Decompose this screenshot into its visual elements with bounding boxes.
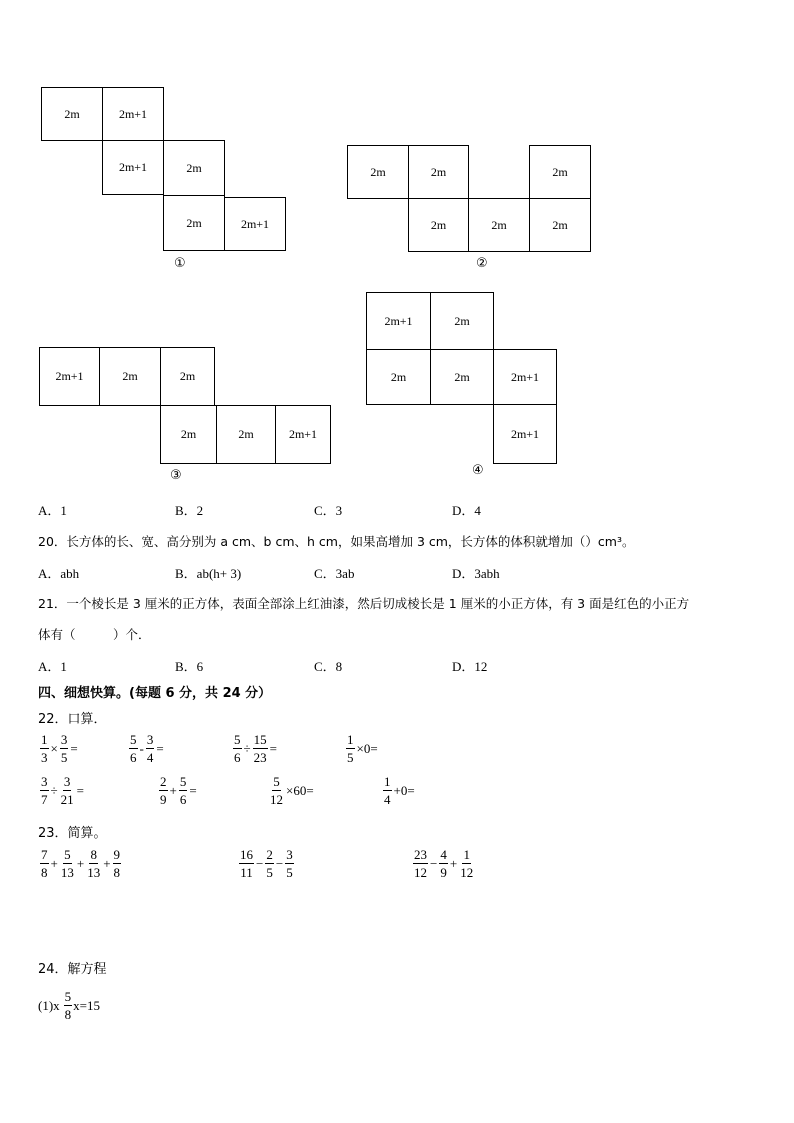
denominator: 5: [60, 750, 68, 765]
fraction: [439, 848, 448, 879]
fraction: [459, 848, 474, 879]
fraction: [129, 733, 138, 764]
denominator: 6: [179, 792, 187, 807]
equals: =: [76, 782, 84, 798]
net4-cell-5: 2m+1: [493, 349, 557, 405]
equals: =: [189, 782, 197, 798]
numerator: 5: [130, 732, 137, 747]
q23-expr-1: [39, 848, 122, 879]
net4-cell-2: 2m: [430, 292, 494, 350]
q19-option-c[interactable]: C．3: [314, 503, 343, 518]
section-4-heading: 四、细想快算。(每题 6 分，共 24 分）: [38, 686, 272, 701]
numerator: 5: [64, 989, 72, 1004]
net2-cell-5: 2m: [468, 198, 530, 252]
numerator: 23: [414, 847, 427, 862]
equation-tail: x=15: [73, 997, 101, 1013]
q22-expr-7: [268, 775, 315, 806]
net3-label: ③: [170, 468, 182, 483]
q22-expr-6: [158, 775, 198, 806]
net3-cell-2: 2m: [99, 347, 161, 406]
operator: ÷: [50, 782, 58, 798]
operator: −: [430, 855, 438, 871]
net3-cell-6: 2m+1: [275, 405, 331, 464]
denominator: 21: [60, 792, 74, 807]
q20-option-c[interactable]: C．3ab: [314, 566, 355, 581]
q24-title: 24．解方程: [38, 962, 107, 977]
fraction: [285, 848, 294, 879]
net3-cell-4: 2m: [160, 405, 217, 464]
q19-option-b[interactable]: B．2: [175, 503, 204, 518]
equals: =: [70, 740, 78, 756]
operator: +: [169, 782, 177, 798]
denominator: 9: [160, 792, 167, 807]
fraction: [265, 848, 274, 879]
net1-cell-5: 2m: [163, 195, 225, 251]
operator: +: [103, 855, 111, 871]
net3-cell-5: 2m: [216, 405, 276, 464]
fraction: [413, 848, 428, 879]
numerator: 9: [113, 847, 121, 862]
net3-cell-3: 2m: [160, 347, 215, 406]
net3-cell-1: 2m+1: [39, 347, 100, 406]
denominator: 12: [414, 865, 427, 880]
numerator: 5: [179, 774, 187, 789]
numerator: 3: [286, 847, 293, 862]
net2-cell-2: 2m: [408, 145, 469, 199]
q23-expr-3: [412, 848, 475, 879]
q20-option-a[interactable]: A．abh: [38, 566, 80, 581]
fraction: [159, 775, 168, 806]
denominator: 3: [41, 750, 48, 765]
equation-prefix: (1)x: [38, 997, 60, 1013]
fraction: [60, 848, 75, 879]
q22-expr-1: [39, 733, 79, 764]
fraction: [86, 848, 101, 879]
fraction: [346, 733, 355, 764]
fraction: [146, 733, 155, 764]
numerator: 5: [234, 732, 241, 747]
denominator: 5: [286, 865, 293, 880]
numerator: 16: [240, 847, 253, 862]
net4-label: ④: [472, 463, 484, 478]
q22-expr-3: [232, 733, 278, 764]
operator: -: [139, 740, 144, 756]
q21-option-b[interactable]: B．6: [175, 659, 204, 674]
fraction: [40, 775, 49, 806]
fraction: [383, 775, 392, 806]
q22-title: 22．口算．: [38, 712, 107, 727]
numerator: 15: [253, 732, 267, 747]
numerator: 5: [64, 847, 71, 862]
net4-cell-1: 2m+1: [366, 292, 431, 350]
q20-option-b[interactable]: B．ab(h+ 3): [175, 566, 242, 581]
operator: +: [76, 855, 85, 871]
denominator: 13: [60, 865, 74, 880]
denominator: 13: [87, 865, 101, 880]
numerator: 1: [384, 774, 391, 789]
q22-expr-2: [128, 733, 165, 764]
numerator: 3: [41, 774, 48, 789]
expression-tail: ×60=: [286, 782, 314, 798]
net4-cell-4: 2m: [430, 349, 494, 405]
q24-equation-1: [38, 990, 100, 1021]
denominator: 5: [266, 865, 273, 880]
fraction: [60, 775, 75, 806]
numerator: 1: [41, 732, 48, 747]
fraction: [64, 990, 73, 1021]
q21-text-line2: 体有（ ）个．: [38, 627, 151, 642]
numerator: 7: [41, 847, 48, 862]
net2-label: ②: [476, 256, 488, 271]
fraction: [40, 848, 49, 879]
numerator: 3: [146, 732, 154, 747]
net4-cell-6: 2m+1: [493, 404, 557, 464]
net1-cell-1: 2m: [41, 87, 103, 141]
fraction: [113, 848, 122, 879]
net1-label: ①: [174, 256, 186, 271]
equals: =: [156, 740, 164, 756]
denominator: 8: [64, 1007, 72, 1022]
denominator: 7: [41, 792, 48, 807]
denominator: 5: [347, 750, 354, 765]
denominator: 4: [146, 750, 154, 765]
q23-expr-2: [238, 848, 295, 879]
operator: +: [50, 855, 58, 871]
net2-cell-6: 2m: [529, 198, 591, 252]
net2-cell-3: 2m: [529, 145, 591, 199]
operator: ×: [50, 740, 58, 756]
fraction: [253, 733, 268, 764]
q20-text: 20．长方体的长、宽、高分别为 a cm、b cm、h cm，如果高增加 3 cm，长方体的体积就增加（）cm³。: [38, 534, 635, 549]
numerator: 3: [60, 732, 68, 747]
q22-expr-4: [345, 733, 379, 764]
net1-cell-4: 2m: [163, 140, 225, 196]
net1-cell-6: 2m+1: [224, 197, 286, 251]
numerator: 1: [463, 847, 470, 862]
net2-cell-4: 2m: [408, 198, 469, 252]
fraction: [179, 775, 188, 806]
numerator: 8: [90, 847, 97, 862]
expression-tail: +0=: [393, 782, 415, 798]
net1-cell-2: 2m+1: [102, 87, 164, 141]
fraction: [269, 775, 284, 806]
q22-expr-8: [382, 775, 416, 806]
denominator: 9: [440, 865, 447, 880]
denominator: 6: [130, 750, 137, 765]
operator: −: [256, 855, 264, 871]
q20-option-d[interactable]: D．3abh: [452, 566, 500, 581]
q21-option-d[interactable]: D．12: [452, 659, 488, 674]
net4-cell-3: 2m: [366, 349, 431, 405]
fraction: [233, 733, 242, 764]
q22-expr-5: [39, 775, 85, 806]
denominator: 12: [270, 792, 283, 807]
net1-cell-3: 2m+1: [102, 140, 164, 195]
equals: =: [269, 740, 277, 756]
q21-option-c[interactable]: C．8: [314, 659, 343, 674]
numerator: 4: [440, 847, 447, 862]
net2-cell-1: 2m: [347, 145, 409, 199]
q21-text-line1: 21．一个棱长是 3 厘米的正方体，表面全部涂上红油漆，然后切成棱长是 1 厘米的小正方体，有 3 面是红色的小正方: [38, 596, 690, 611]
q19-option-d[interactable]: D．4: [452, 503, 481, 518]
q19-option-a[interactable]: A．1: [38, 503, 67, 518]
q21-option-a[interactable]: A．1: [38, 659, 67, 674]
denominator: 12: [460, 865, 474, 880]
fraction: [239, 848, 254, 879]
q23-title: 23．简算。: [38, 826, 107, 841]
fraction: [40, 733, 49, 764]
operator: −: [275, 855, 284, 871]
fraction: [60, 733, 69, 764]
denominator: 6: [234, 750, 241, 765]
numerator: 2: [266, 847, 273, 862]
numerator: 3: [63, 774, 71, 789]
operator: ÷: [243, 740, 251, 756]
numerator: 5: [273, 774, 280, 789]
operator: +: [449, 855, 458, 871]
denominator: 11: [240, 865, 253, 880]
numerator: 2: [160, 774, 167, 789]
numerator: 1: [347, 732, 354, 747]
denominator: 23: [253, 750, 267, 765]
denominator: 8: [113, 865, 121, 880]
denominator: 4: [384, 792, 391, 807]
expression-tail: ×0=: [356, 740, 378, 756]
denominator: 8: [41, 865, 48, 880]
